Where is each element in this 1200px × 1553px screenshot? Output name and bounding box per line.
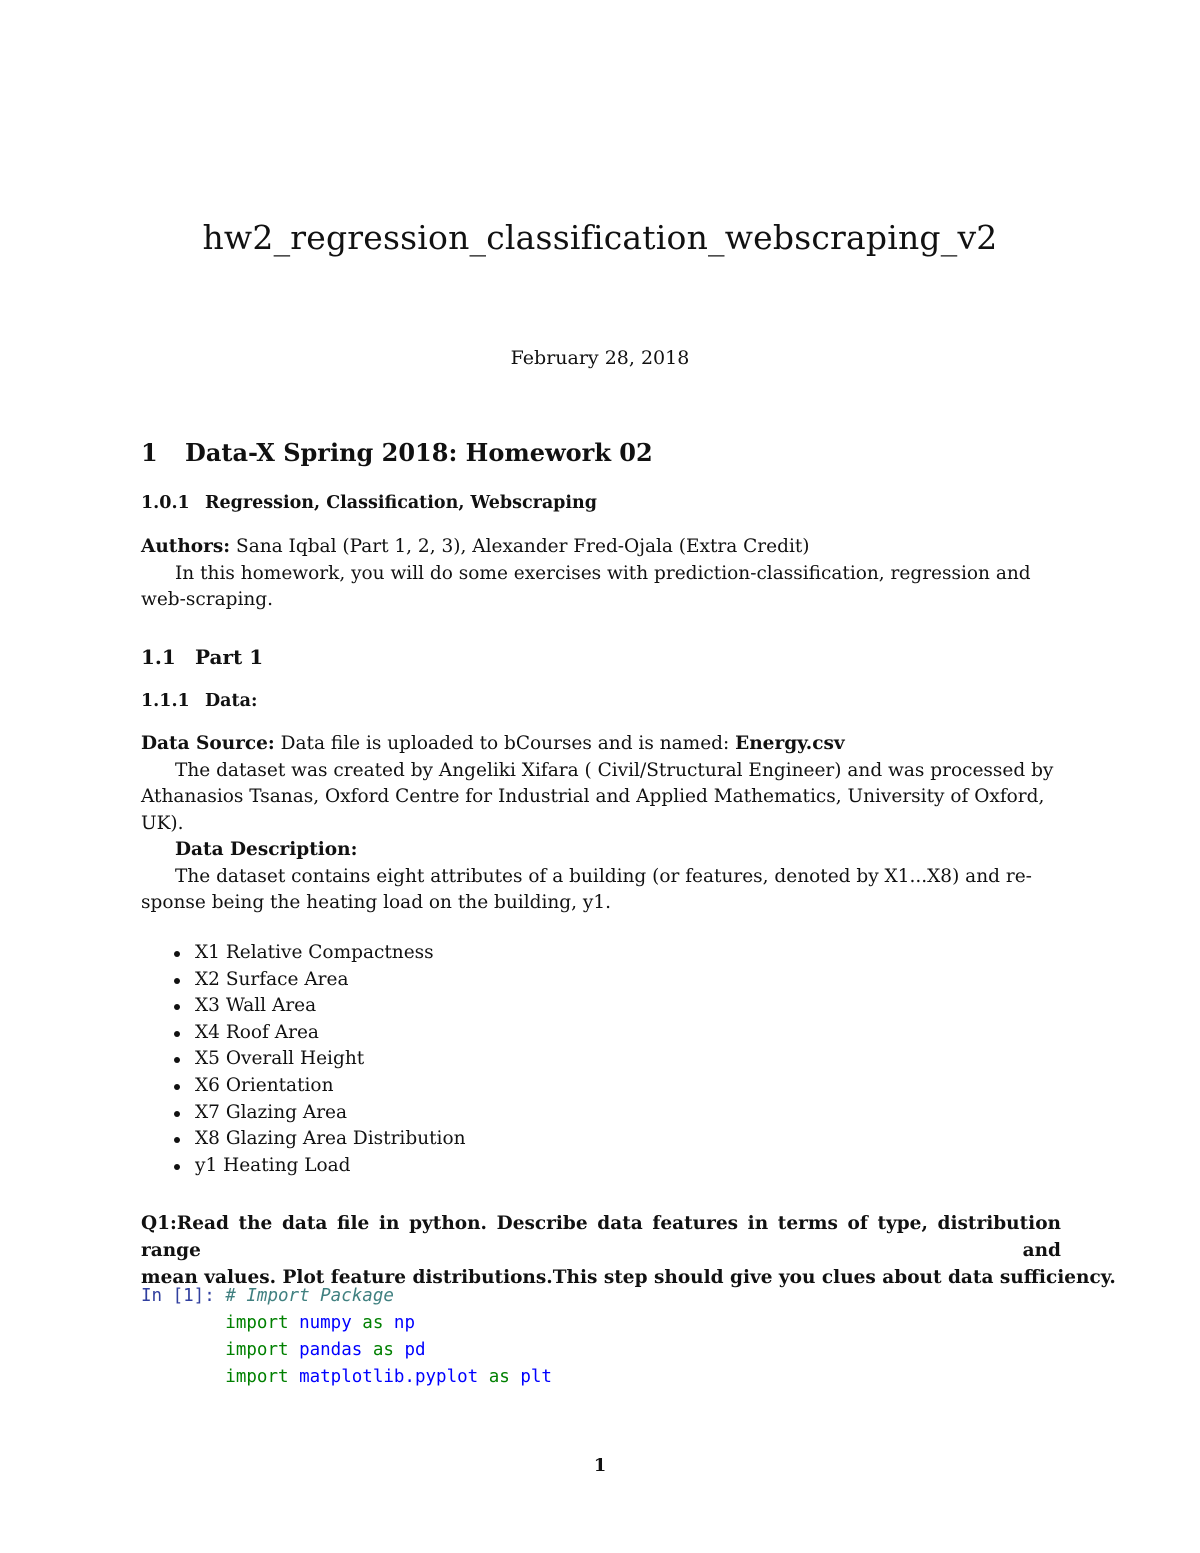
bullet-icon <box>174 978 180 984</box>
code-line: import pandas as pd <box>225 1340 426 1360</box>
section-heading-1-1 <box>141 645 263 669</box>
document-title: hw2_regression_classification_webscraping_v2 <box>202 218 998 257</box>
subsection-heading-1-1-1 <box>141 691 257 711</box>
page-number: 1 <box>593 1455 607 1476</box>
list-item: X6 Orientation <box>170 1073 466 1100</box>
question-1 <box>141 1210 1116 1291</box>
list-item: X2 Surface Area <box>170 967 466 994</box>
code-cell <box>141 1283 552 1391</box>
bullet-icon <box>174 1084 180 1090</box>
section-number: 1.1 <box>141 645 176 669</box>
feature-list <box>170 940 466 1179</box>
data-description-line-2: sponse being the heating load on the building, y1. <box>141 892 612 913</box>
data-filename: Energy.csv <box>735 733 845 754</box>
intro-line-2: web-scraping. <box>141 589 274 610</box>
data-description-label: Data Description: <box>175 839 358 860</box>
list-item: X7 Glazing Area <box>170 1100 466 1127</box>
dataset-origin-line-2: Athanasios Tsanas, Oxford Centre for Industrial and Applied Mathematics, University of Oxford, <box>141 786 1045 807</box>
question-1-line-2: mean values. Plot feature distributions.This step should give you clues about data sufficiency. <box>141 1267 1116 1288</box>
data-description-line-1: The dataset contains eight attributes of a building (or features, denoted by X1...X8) and re- <box>175 865 1032 887</box>
bullet-icon <box>174 1137 180 1143</box>
list-item: X5 Overall Height <box>170 1046 466 1073</box>
subsection-number: 1.0.1 <box>141 493 190 513</box>
data-source-text: Data file is uploaded to bCourses and is named: <box>280 733 730 754</box>
dataset-origin-line-1: The dataset was created by Angeliki Xifara ( Civil/Structural Engineer) and was processed by <box>175 759 1054 781</box>
list-item: X4 Roof Area <box>170 1020 466 1047</box>
data-source-label: Data Source: <box>141 733 275 754</box>
dataset-origin-line-3: UK). <box>141 812 184 834</box>
authors-paragraph <box>141 534 1061 614</box>
bullet-icon <box>174 1057 180 1063</box>
section-title: Part 1 <box>195 645 264 669</box>
intro-line-1: In this homework, you will do some exercises with prediction-classification, regression and <box>175 562 1031 584</box>
list-item: X8 Glazing Area Distribution <box>170 1126 466 1153</box>
bullet-icon <box>174 1031 180 1037</box>
list-item: y1 Heating Load <box>170 1153 466 1180</box>
subsection-title: Regression, Classification, Webscraping <box>205 493 598 513</box>
code-comment: # Import Package <box>225 1286 394 1306</box>
list-item: X1 Relative Compactness <box>170 940 466 967</box>
document-date: February 28, 2018 <box>510 347 690 369</box>
code-line: import matplotlib.pyplot as plt <box>225 1367 552 1387</box>
subsection-title: Data: <box>205 691 258 711</box>
bullet-icon <box>174 1111 180 1117</box>
bullet-icon <box>174 951 180 957</box>
subsection-number: 1.1.1 <box>141 691 190 711</box>
list-item: X3 Wall Area <box>170 993 466 1020</box>
section-number: 1 <box>141 438 158 467</box>
cell-prompt: In [1]: <box>141 1286 215 1306</box>
authors-text: Sana Iqbal (Part 1, 2, 3), Alexander Fred-Ojala (Extra Credit) <box>236 536 810 557</box>
bullet-icon <box>174 1004 180 1010</box>
subsection-heading-1-0-1 <box>141 493 597 513</box>
question-1-line-1: Q1:Read the data file in python. Describe data features in terms of type, distribution range and <box>141 1213 1061 1261</box>
bullet-icon <box>174 1164 180 1170</box>
data-paragraph <box>141 731 1061 917</box>
code-line: import numpy as np <box>225 1313 415 1333</box>
section-heading-1 <box>141 438 653 467</box>
section-title: Data-X Spring 2018: Homework 02 <box>185 438 653 467</box>
authors-label: Authors: <box>141 536 231 557</box>
